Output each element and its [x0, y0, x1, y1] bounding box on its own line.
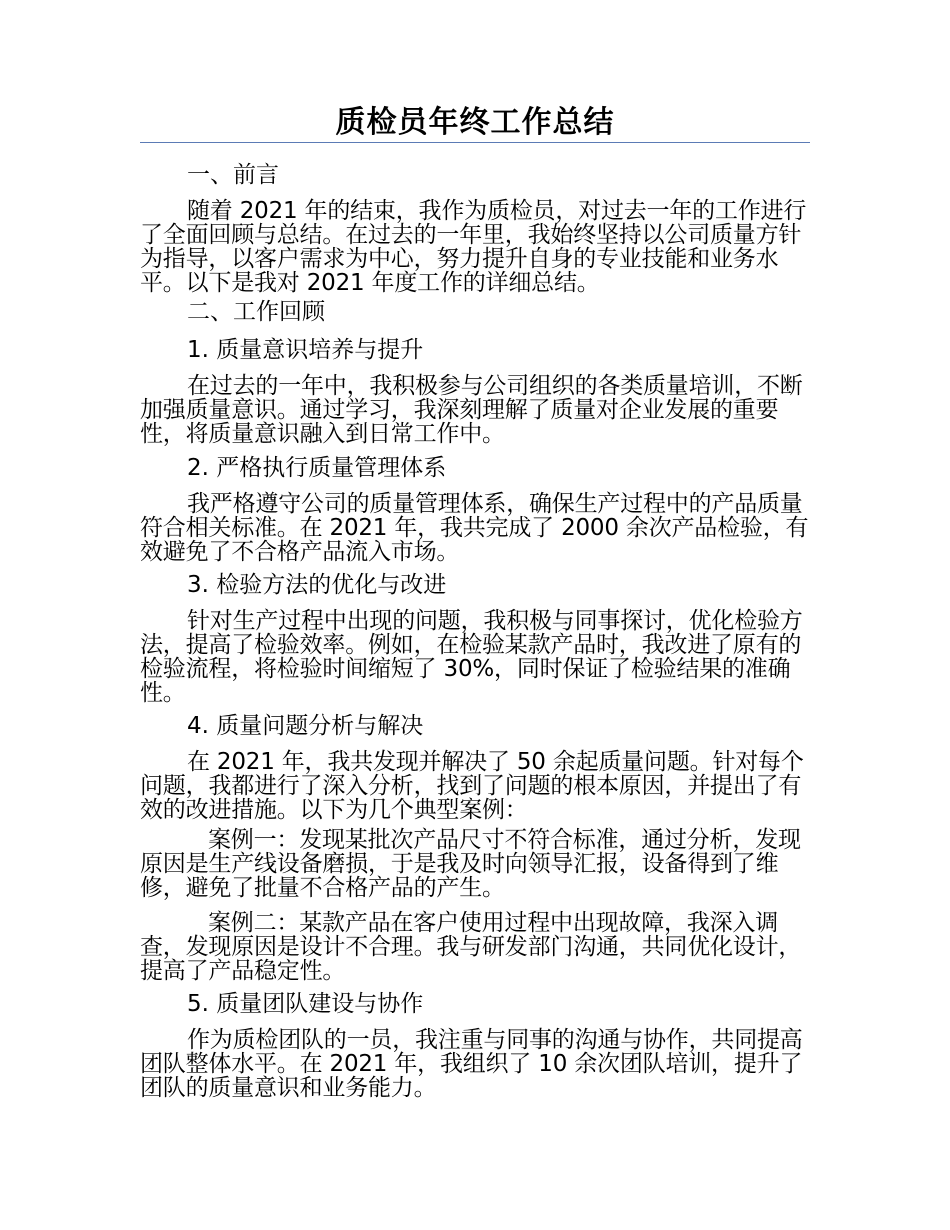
case-paragraph-1 — [140, 828, 810, 900]
preface-paragraph — [140, 199, 810, 295]
section-heading-preface: 一、前言 — [187, 162, 279, 188]
paragraph-text: 我严格遵守公司的质量管理体系，确保生产过程中的产品质量符合相关标准。在 2021 年，我共完成了 2000 余次产品检验，有效避免了不合格产品流入市场。 — [140, 491, 809, 565]
document-title: 质检员年终工作总结 — [335, 105, 615, 140]
item-heading-3: 3. 检验方法的优化与改进 — [187, 572, 447, 598]
paragraph-text: 在 2021 年，我共发现并解决了 50 余起质量问题。针对每个问题，我都进行了深入分析，找到了问题的根本原因，并提出了有效的改进措施。以下为几个典型案例： — [140, 749, 804, 823]
paragraph-text: 作为质检团队的一员，我注重与同事的沟通与协作，共同提高团队整体水平。在 2021 年，我组织了 10 余次团队培训，提升了团队的质量意识和业务能力。 — [140, 1027, 803, 1101]
item-paragraph-5 — [140, 1028, 810, 1100]
item-paragraph-1 — [140, 374, 810, 446]
paragraph-text: 针对生产过程中出现的问题，我积极与同事探讨，优化检验方法，提高了检验效率。例如，在检验某款产品时，我改进了原有的检验流程，将检验时间缩短了 30%，同时保证了检验结果的准确性。 — [140, 608, 803, 706]
item-heading-4: 4. 质量问题分析与解决 — [187, 713, 424, 739]
item-heading-1: 1. 质量意识培养与提升 — [187, 337, 424, 363]
item-heading-5: 5. 质量团队建设与协作 — [187, 991, 424, 1017]
item-paragraph-4 — [140, 750, 810, 822]
case-paragraph-2 — [140, 911, 810, 983]
item-paragraph-3 — [140, 609, 810, 705]
paragraph-text: 在过去的一年中，我积极参与公司组织的各类质量培训，不断加强质量意识。通过学习，我深刻理解了质量对企业发展的重要性，将质量意识融入到日常工作中。 — [140, 373, 803, 447]
section-heading-review: 二、工作回顾 — [187, 299, 325, 325]
paragraph-text: 案例二：某款产品在客户使用过程中出现故障，我深入调查，发现原因是设计不合理。我与研发部门沟通，共同优化设计，提高了产品稳定性。 — [140, 910, 802, 984]
title-block — [140, 104, 810, 143]
item-heading-2: 2. 严格执行质量管理体系 — [187, 455, 447, 481]
paragraph-text: 案例一：发现某批次产品尺寸不符合标准，通过分析，发现原因是生产线设备磨损，于是我及时向领导汇报，设备得到了维修，避免了批量不合格产品的产生。 — [140, 827, 801, 901]
paragraph-text: 随着 2021 年的结束，我作为质检员，对过去一年的工作进行了全面回顾与总结。在过去的一年里，我始终坚持以公司质量方针为指导，以客户需求为中心，努力提升自身的专业技能和业务水平。以下是我对 2021 年度工作的详细总结。 — [140, 198, 807, 296]
item-paragraph-2 — [140, 492, 810, 564]
